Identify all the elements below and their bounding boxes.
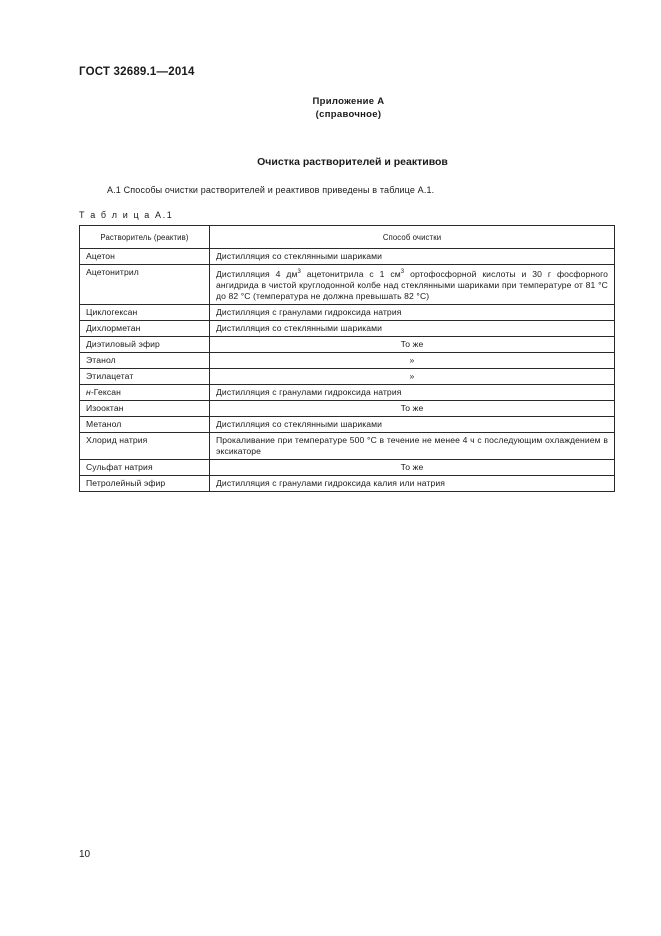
method-cell: Дистилляция со стеклянными шариками bbox=[210, 416, 615, 432]
solvent-cell: Циклогексан bbox=[80, 304, 210, 320]
table-row bbox=[80, 304, 615, 320]
superscript: 3 bbox=[400, 269, 405, 275]
method-cell: Дистилляция с гранулами гидроксида калия или натрия bbox=[210, 475, 615, 491]
page-number: 10 bbox=[79, 849, 91, 860]
method-cell: » bbox=[210, 352, 615, 368]
table-row bbox=[80, 416, 615, 432]
italic-prefix: н bbox=[86, 386, 91, 397]
method-cell bbox=[210, 265, 615, 305]
superscript: 3 bbox=[297, 269, 301, 275]
solvent-cell: Сульфат натрия bbox=[80, 459, 210, 475]
method-cell: То же bbox=[210, 336, 615, 352]
annex-subtitle: (справочное) bbox=[315, 109, 382, 120]
table-caption: Т а б л и ц а А.1 bbox=[79, 210, 174, 220]
solvent-cell: Метанол bbox=[80, 416, 210, 432]
section-heading: Очистка растворителей и реактивов bbox=[257, 156, 448, 168]
method-cell: Дистилляция с гранулами гидроксида натрия bbox=[210, 304, 615, 320]
method-cell: То же bbox=[210, 459, 615, 475]
table-row bbox=[80, 265, 615, 305]
table-header-row bbox=[80, 226, 615, 249]
solvent-cell: Этанол bbox=[80, 352, 210, 368]
header-method: Способ очистки bbox=[210, 226, 615, 249]
table-row bbox=[80, 368, 615, 384]
document-header: ГОСТ 32689.1—2014 bbox=[79, 66, 195, 78]
method-cell: Прокаливание при температуре 500 °С в течение не менее 4 ч с последующим охлаждением в эксикаторе bbox=[210, 432, 615, 459]
solvent-cell: Диэтиловый эфир bbox=[80, 336, 210, 352]
method-cell: » bbox=[210, 368, 615, 384]
table-row bbox=[80, 432, 615, 459]
intro-paragraph: А.1 Способы очистки растворителей и реактивов приведены в таблице А.1. bbox=[107, 185, 435, 195]
method-text: ортофосфорной кислоты и 30 г фосфорного ангидрида в чистой круглодонной колбе над стеклянными шариками при температуре от 81 °С до 82 °С (температура не должна превышать 82 °С) bbox=[216, 268, 608, 301]
table-row bbox=[80, 320, 615, 336]
solvent-cell: Ацетон bbox=[80, 249, 210, 265]
table-row bbox=[80, 400, 615, 416]
solvent-cell: Ацетонитрил bbox=[80, 265, 210, 305]
method-text: ацетонитрила с 1 см bbox=[300, 268, 401, 279]
solvent-cell: Дихлорметан bbox=[80, 320, 210, 336]
header-solvent: Растворитель (реактив) bbox=[80, 226, 210, 249]
purification-table bbox=[79, 225, 615, 492]
table-row bbox=[80, 475, 615, 491]
table-row bbox=[80, 249, 615, 265]
solvent-cell: Изооктан bbox=[80, 400, 210, 416]
method-cell: Дистилляция со стеклянными шариками bbox=[210, 249, 615, 265]
solvent-text: -Гексан bbox=[90, 386, 121, 397]
solvent-cell: Петролейный эфир bbox=[80, 475, 210, 491]
solvent-cell: Хлорид натрия bbox=[80, 432, 210, 459]
table-row bbox=[80, 459, 615, 475]
method-cell: Дистилляция со стеклянными шариками bbox=[210, 320, 615, 336]
table-row bbox=[80, 336, 615, 352]
annex-title: Приложение А bbox=[312, 96, 385, 107]
method-text: Дистилляция 4 дм bbox=[216, 268, 298, 279]
solvent-cell bbox=[80, 384, 210, 400]
solvent-cell: Этилацетат bbox=[80, 368, 210, 384]
method-cell: То же bbox=[210, 400, 615, 416]
table-row bbox=[80, 384, 615, 400]
method-cell: Дистилляция с гранулами гидроксида натрия bbox=[210, 384, 615, 400]
table-row bbox=[80, 352, 615, 368]
annex-title-block bbox=[0, 95, 661, 121]
